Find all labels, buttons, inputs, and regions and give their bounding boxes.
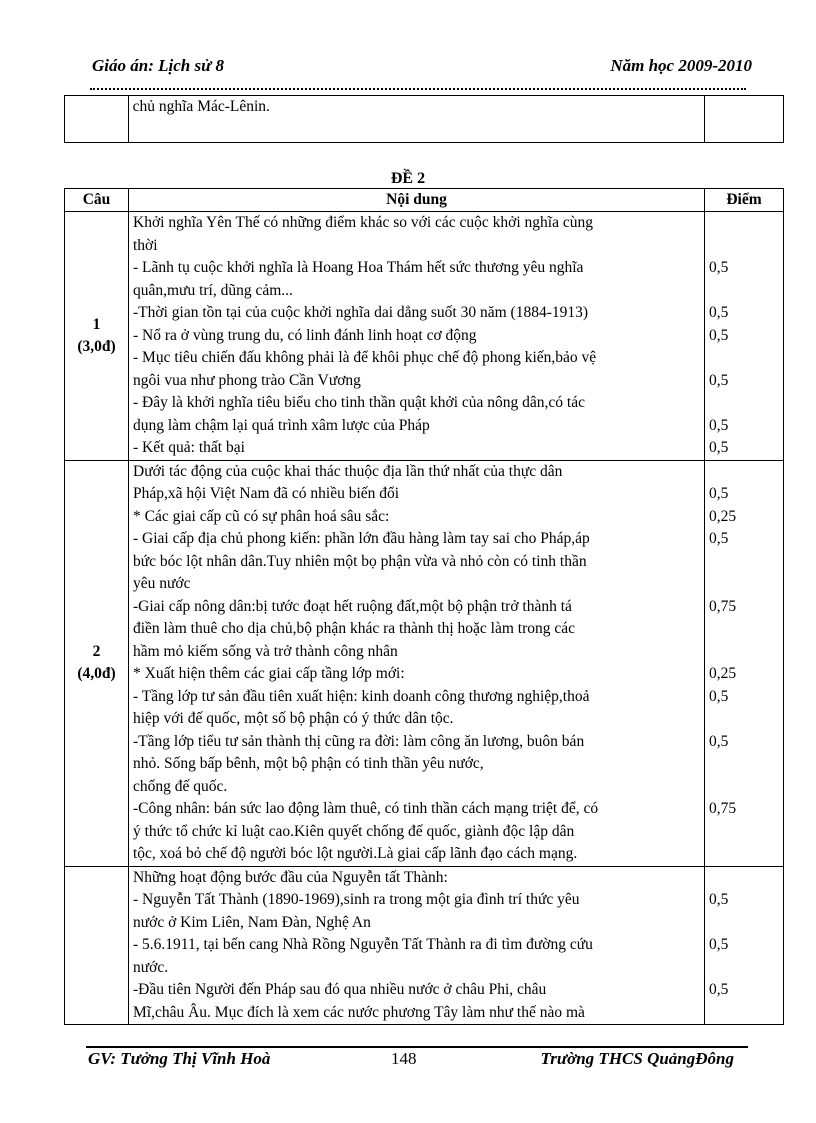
content-line: - Đây là khởi nghĩa tiêu biểu cho tinh thần quật khởi của nông dân,có tác [133,394,585,411]
footer-teacher: GV: Tưởng Thị Vĩnh Hoà [88,1049,271,1068]
content-line: tộc, xoá bỏ chế độ người bóc lột người.Là giai cấp lãnh đạo cách mạng. [133,845,578,862]
content-line: Khởi nghĩa Yên Thế có những điểm khác so với các cuộc khởi nghĩa cùng [133,214,593,231]
question-3-content [129,866,705,1025]
score-value: 0,25 [709,665,737,682]
score-value: 0,25 [709,507,737,525]
content-line: quân,mưu trí, dũng cảm... [133,281,293,299]
content-line: Những hoạt động bước đầu của Nguyễn tất Thành: [133,868,448,886]
score-value [705,551,783,574]
content-line: - Giai cấp địa chủ phong kiến: phần lớn đầu hàng làm tay sai cho Pháp,áp [133,530,590,547]
question-row-2 [65,460,784,866]
question-3-label-cell [65,866,129,1025]
score-value: 0,5 [709,371,729,389]
score-value [705,641,783,664]
section-title: ĐỀ 2 [390,170,426,187]
question-2-scores [705,460,784,866]
prev-cau-cell [65,96,129,143]
page-footer [86,1046,748,1074]
previous-answer-table [64,95,784,143]
score-value: 0,5 [709,981,729,998]
question-1-number: 1 [92,315,101,333]
score-value [705,392,783,415]
content-line: điền làm thuê cho dịa chủ,bộ phận khác ra thành thị hoặc làm trong các [133,620,576,637]
question-row-3 [65,866,784,1025]
score-value: 0,5 [709,416,729,434]
content-line: - 5.6.1911, tại bến cang Nhà Rồng Nguyễn Tất Thành ra đi tìm đường cứu [133,936,593,953]
content-line: -Thời gian tồn tại của cuộc khởi nghĩa dai dẳng suốt 30 năm (1884-1913) [133,304,589,321]
header-school-year: Năm học 2009-2010 [610,56,752,75]
footer-school: Trường THCS QuảngĐông [540,1049,734,1068]
prev-content-text: chủ nghĩa Mác-Lênin. [132,98,270,115]
question-1-points: (3,0đ) [77,337,116,355]
score-value: 0,5 [709,936,729,953]
col-header-cau: Câu [65,189,129,212]
question-2-number: 2 [92,643,101,660]
score-value: 0,5 [709,326,729,344]
score-value [705,776,783,799]
content-line: * Xuất hiện thêm các giai cấp tầng lớp mới: [133,665,405,682]
score-value: 0,5 [709,304,729,321]
content-line: ngôi vua như phong trào Cần Vương [133,371,361,389]
question-1-scores [705,212,784,461]
footer-page-number: 148 [391,1049,417,1068]
score-value [705,573,783,596]
question-2-points: (4,0đ) [77,665,116,682]
content-line: Dưới tác động của cuộc khai thác thuộc địa lần thứ nhất của thực dân [133,462,563,480]
content-line: -Đầu tiên Người đến Pháp sau đó qua nhiều nước ở châu Phi, châu [133,981,547,998]
answer-table [64,188,784,1025]
score-value [705,280,783,303]
score-value [705,461,783,484]
question-2-label-cell [65,460,129,866]
col-header-diem: Điểm [705,189,784,212]
question-1-content [129,212,705,461]
content-line: Pháp,xã hội Việt Nam đã có nhiều biến đổi [133,485,400,502]
header-divider [90,78,746,90]
content-line: - Nổ ra ở vùng trung du, có linh đánh linh hoạt cơ động [133,326,477,344]
question-3-scores [705,866,784,1025]
header-subject: Giáo án: Lịch sử 8 [92,56,225,75]
score-value [705,843,783,866]
score-value: 0,5 [709,439,729,456]
content-line: nhỏ. Sống bấp bênh, một bộ phận có tinh thần yêu nước, [133,755,484,772]
score-value [705,821,783,844]
score-value [705,957,783,980]
content-line: - Mục tiêu chiến đấu không phải là để khôi phục chế độ phong kiến,bảo vệ [133,349,597,366]
question-2-content [129,460,705,866]
content-line: * Các giai cấp cũ có sự phân hoá sâu sắc: [133,507,390,525]
score-value [705,753,783,776]
content-line: -Giai cấp nông dân:bị tước đoạt hết ruộng đất,một bộ phận trở thành tá [133,597,572,615]
score-value: 0,5 [709,530,729,547]
score-value: 0,5 [709,485,729,502]
content-line: -Công nhân: bán sức lao động làm thuê, có tinh thần cách mạng triệt để, có [133,800,599,817]
content-line: Mĩ,châu Âu. Mục đích là xem các nước phương Tây làm như thế nào mà [133,1003,585,1021]
prev-score-cell [705,96,784,143]
score-value [705,912,783,935]
content-line: - Tầng lớp tư sản đầu tiên xuất hiện: kinh doanh công thương nghiệp,thoả [133,687,590,705]
score-value: 0,5 [709,259,729,276]
score-value: 0,75 [709,597,737,615]
answer-table-header [65,189,784,212]
score-value: 0,75 [709,800,737,817]
score-value [705,347,783,370]
score-value: 0,5 [709,732,729,750]
score-value [705,212,783,235]
content-line: ý thức tổ chức kỉ luật cao.Kiên quyết chống đế quốc, giành độc lập dân [133,822,575,840]
content-line: bức bóc lột nhân dân.Tuy nhiên một bọ phận vừa và nhỏ còn có tinh thần [133,552,587,570]
score-value [705,1002,783,1025]
score-value [705,618,783,641]
question-1-label-cell [65,212,129,461]
content-line: chống đế quốc. [133,777,228,795]
content-line: dụng làm chậm lại quá trình xâm lược của Pháp [133,416,430,434]
content-line: - Lãnh tụ cuộc khởi nghĩa là Hoang Hoa Thám hết sức thương yêu nghĩa [133,259,584,276]
question-row-1 [65,212,784,461]
content-line: - Nguyễn Tất Thành (1890-1969),sinh ra trong một gia đình trí thức yêu [133,891,580,908]
score-value [705,235,783,258]
content-line: -Tầng lớp tiểu tư sản thành thị cũng ra đời: làm công ăn lương, buôn bán [133,732,585,750]
score-value [705,708,783,731]
score-value: 0,5 [709,891,729,908]
content-line: hầm mỏ kiếm sống và trở thành công nhân [133,642,398,660]
content-line: yêu nước [133,575,191,592]
score-value [705,867,783,890]
content-line: nước. [133,958,169,976]
content-line: - Kết quả: thất bại [133,439,245,456]
score-value: 0,5 [709,687,729,705]
content-line: hiệp với đế quốc, một số bộ phận có ý thức dân tộc. [133,710,454,727]
content-line: thời [133,236,158,254]
col-header-noidung: Nội dung [129,189,705,212]
prev-content-cell [128,96,705,143]
content-line: nước ở Kim Liên, Nam Đàn, Nghệ An [133,913,371,931]
